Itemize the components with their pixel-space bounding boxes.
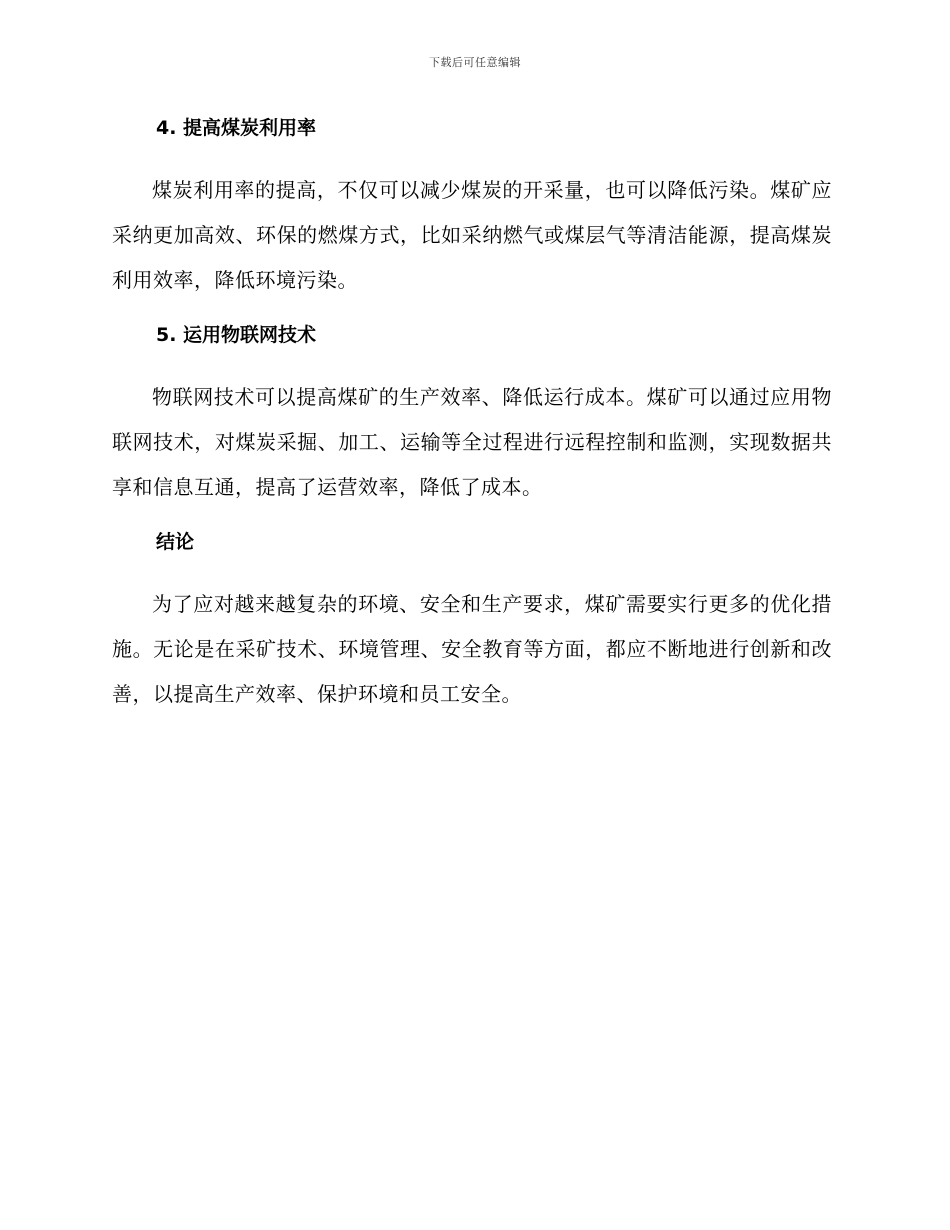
spacer	[112, 351, 832, 375]
spacer	[112, 558, 832, 582]
section-paragraph-conclusion: 为了应对越来越复杂的环境、安全和生产要求，煤矿需要实行更多的优化措施。无论是在采矿技术、环境管理、安全教育等方面，都应不断地进行创新和改善，以提高生产效率、保护环境和员工安全。	[112, 592, 832, 706]
section-paragraph-coal-utilization: 煤炭利用率的提高，不仅可以减少煤炭的开采量，也可以降低污染。煤矿应采纳更加高效、环保的燃煤方式，比如采纳燃气或煤层气等清洁能源，提高煤炭利用效率，降低环境污染。	[112, 178, 832, 292]
section-heading-iot: 5. 运用物联网技术	[156, 324, 317, 346]
section-heading-conclusion: 结论	[156, 531, 195, 553]
section-heading-coal-utilization: 4. 提高煤炭利用率	[156, 117, 317, 139]
page-header-note: 下载后可任意编辑	[429, 56, 521, 69]
spacer	[112, 510, 832, 526]
document-body	[112, 112, 832, 717]
spacer	[112, 303, 832, 319]
spacer	[112, 144, 832, 168]
section-paragraph-iot: 物联网技术可以提高煤矿的生产效率、降低运行成本。煤矿可以通过应用物联网技术，对煤炭采掘、加工、运输等全过程进行远程控制和监测，实现数据共享和信息互通，提高了运营效率，降低了成本。	[112, 385, 832, 499]
